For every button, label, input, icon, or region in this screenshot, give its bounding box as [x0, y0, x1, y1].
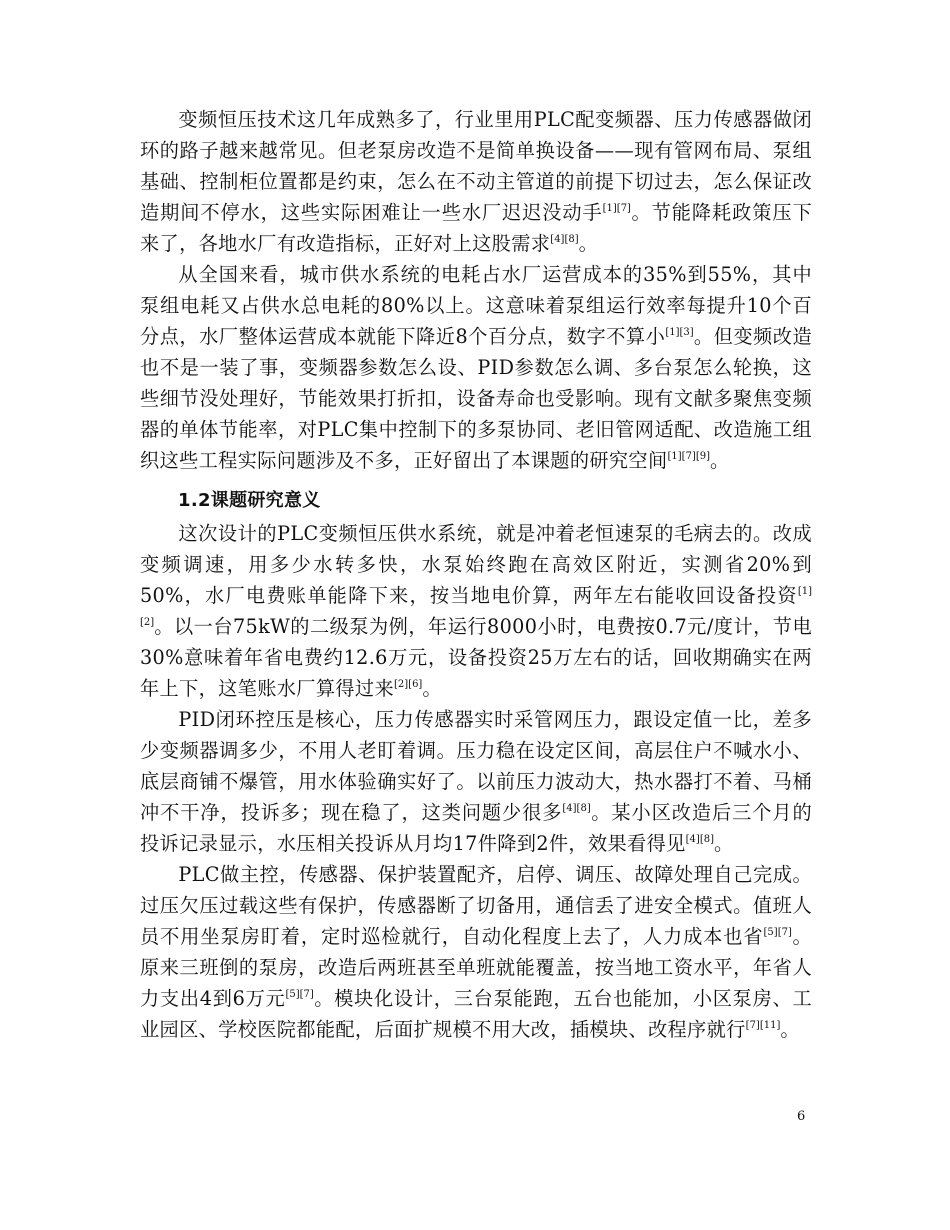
paragraph-text: 。但变频改造也不是一装了事，变频器参数怎么设、PID参数怎么调、多台泵怎么轮换，这些细节没处理好，节能效果打折扣，设备寿命也受影响。现有文献多聚焦变频器的单体节能率，对PLC集中控制下的多泵协同、老旧管网适配、改造施工组织这些工程实际问题涉及不多，正好留出了本课题的研究空间	[140, 325, 812, 472]
paragraph-text: 。模块化设计，三台泵能跑，五台也能加，小区泵房、工业园区、学校医院都能配，后面扩规模不用大改，插模块、改程序就行	[140, 987, 813, 1041]
paragraph-text: 。	[710, 449, 730, 472]
citation: [1][7]	[602, 203, 631, 214]
citation: [1][2]	[140, 586, 812, 628]
paragraph-text: 这次设计的PLC变频恒压供水系统，就是冲着老恒速泵的毛病去的。改成变频调速，用多少水转多快，水泵始终跑在高效区附近，实测省20%到50%，水厂电费账单能降下来，按当地电价算，两年左右能收回设备投资	[140, 522, 812, 607]
paragraph	[140, 704, 812, 859]
paragraph-text: 从全国来看，城市供水系统的电耗占水厂运营成本的35%到55%，其中泵组电耗又占供水总电耗的80%以上。这意味着泵组运行效率每提升10个百分点，水厂整体运营成本就能下降近8个百分点，数字不算小	[140, 263, 812, 348]
significance-section	[140, 518, 812, 1045]
citation: [4][8]	[550, 234, 579, 245]
citation: [7][11]	[745, 1020, 781, 1031]
citation: [4][8]	[562, 803, 591, 814]
section-heading: 1.2课题研究意义	[178, 490, 321, 511]
citation: [5][7]	[763, 927, 792, 938]
paragraph	[140, 518, 812, 704]
paragraph	[140, 104, 812, 259]
citation: [2][6]	[394, 679, 423, 690]
paragraph-text: PLC做主控，传感器、保护装置配齐，启停、调压、故障处理自己完成。过压欠压过载这些有保护，传感器断了切备用，通信丢了进安全模式。值班人员不用坐泵房盯着，定时巡检就行，自动化程度上去了，人力成本也省	[140, 863, 812, 948]
paragraph-text: 变频恒压技术这几年成熟多了，行业里用PLC配变频器、压力传感器做闭环的路子越来越常见。但老泵房改造不是简单换设备——现有管网布局、泵组基础、控制柜位置都是约束，怎么在不动主管道的前提下切过去，怎么保证改造期间不停水，这些实际困难让一些水厂迟迟没动手	[140, 108, 812, 224]
page-number: 6	[797, 1109, 806, 1124]
paragraph-text: 。	[780, 1018, 800, 1041]
paragraph	[140, 259, 812, 476]
paragraph-text: 。以一台75kW的二级泵为例，年运行8000小时，电费按0.7元/度计，节电30%意味着年省电费约12.6万元，设备投资25万左右的话，回收期确实在两年上下，这笔账水厂算得过来	[140, 615, 812, 700]
background-section	[140, 104, 812, 476]
citation: [4][8]	[685, 834, 714, 845]
paragraph-text: 。	[714, 832, 734, 855]
citation: [1][3]	[665, 327, 694, 338]
citation: [5][7]	[285, 989, 314, 1000]
paragraph	[140, 859, 812, 1045]
paragraph-text: PID闭环控压是核心，压力传感器实时采管网压力，跟设定值一比，差多少变频器调多少，不用人老盯着调。压力稳在设定区间，高层住户不喊水小、底层商铺不爆管，用水体验确实好了。以前压力波动大，热水器打不着、马桶冲不干净，投诉多；现在稳了，这类问题少很多	[140, 708, 812, 824]
paragraph-text: 。	[422, 677, 442, 700]
paragraph-text: 。某小区改造后三个月的投诉记录显示，水压相关投诉从月均17件降到2件，效果看得见	[140, 801, 812, 855]
paragraph-text: 。	[578, 232, 599, 255]
citation: [1][7][9]	[667, 451, 711, 462]
paragraph-text: 。原来三班倒的泵房，改造后两班甚至单班就能覆盖，按当地工资水平，年省人力支出4到6万元	[140, 925, 812, 1010]
paragraph-text: 。节能降耗政策压下来了，各地水厂有改造指标，正好对上这股需求	[140, 201, 812, 255]
body-text	[140, 104, 812, 1045]
